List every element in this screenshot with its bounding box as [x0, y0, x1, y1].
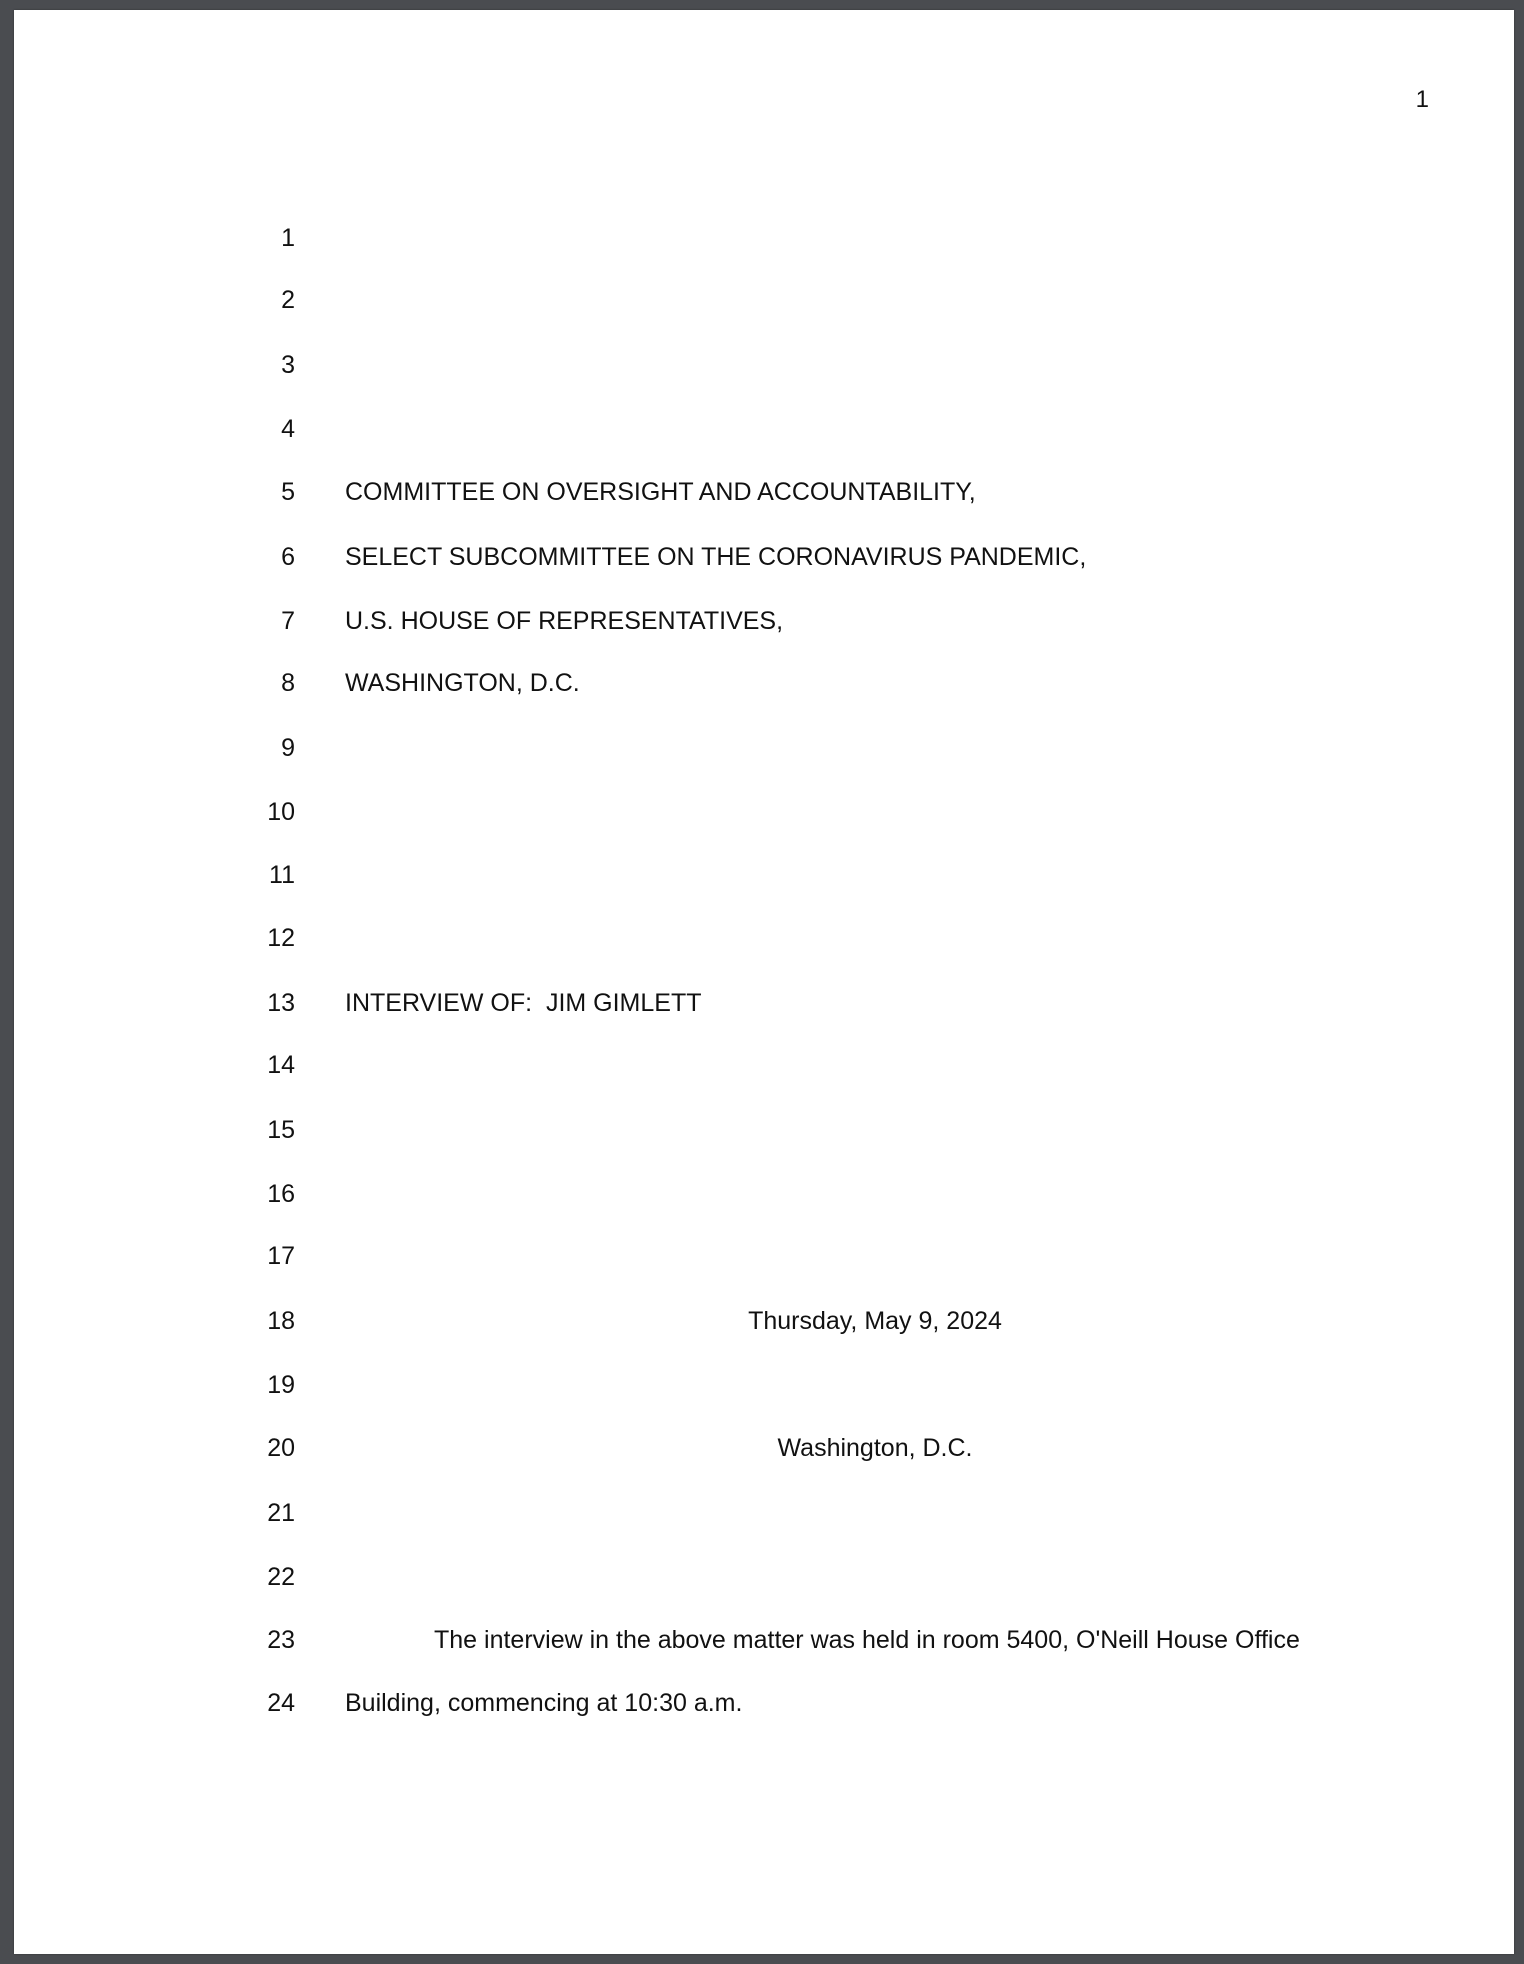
transcript-line: [14, 1428, 1514, 1468]
line-number: 15: [267, 1116, 295, 1144]
line-number: 19: [267, 1371, 295, 1399]
transcript-line: [14, 1110, 1514, 1150]
interview-description: The interview in the above matter was held in room 5400, O'Neill House Office: [434, 1626, 1300, 1654]
line-number: 23: [267, 1626, 295, 1654]
transcript-line: [14, 728, 1514, 768]
line-number: 13: [267, 989, 295, 1017]
transcript-line: [14, 1174, 1514, 1214]
line-number: 7: [281, 607, 295, 635]
transcript-line: [14, 1236, 1514, 1276]
line-number: 18: [267, 1307, 295, 1335]
transcript-line: [14, 663, 1514, 703]
line-number: 22: [267, 1563, 295, 1591]
line-number: 4: [281, 415, 295, 443]
transcript-line: [14, 792, 1514, 832]
transcript-line: [14, 983, 1514, 1023]
interview-description-continued: Building, commencing at 10:30 a.m.: [345, 1689, 743, 1717]
transcript-line: [14, 1557, 1514, 1597]
line-number: 12: [267, 924, 295, 952]
transcript-line: [14, 1493, 1514, 1533]
transcript-line: [14, 1683, 1514, 1723]
transcript-line: [14, 1045, 1514, 1085]
line-number: 6: [281, 543, 295, 571]
transcript-line: [14, 1301, 1514, 1341]
transcript-line: [14, 601, 1514, 641]
line-number: 14: [267, 1051, 295, 1079]
interview-date: Thursday, May 9, 2024: [748, 1307, 1002, 1335]
transcript-line: [14, 472, 1514, 512]
transcript-line: [14, 280, 1514, 320]
location-header: WASHINGTON, D.C.: [345, 669, 580, 697]
house-name: U.S. HOUSE OF REPRESENTATIVES,: [345, 607, 784, 635]
transcript-line: [14, 1365, 1514, 1405]
line-number: 5: [281, 478, 295, 506]
line-number: 10: [267, 798, 295, 826]
transcript-line: [14, 855, 1514, 895]
line-number: 3: [281, 351, 295, 379]
line-number: 20: [267, 1434, 295, 1462]
subcommittee-name: SELECT SUBCOMMITTEE ON THE CORONAVIRUS PANDEMIC,: [345, 543, 1087, 571]
line-number: 16: [267, 1180, 295, 1208]
line-number: 21: [267, 1499, 295, 1527]
line-number: 1: [281, 224, 295, 252]
transcript-line: [14, 409, 1514, 449]
line-number: 24: [267, 1689, 295, 1717]
line-number: 9: [281, 734, 295, 762]
page-number: 1: [1415, 86, 1429, 113]
transcript-line: [14, 918, 1514, 958]
transcript-line: [14, 1620, 1514, 1660]
line-number: 11: [269, 861, 295, 889]
interview-location: Washington, D.C.: [777, 1434, 973, 1462]
line-number: 17: [267, 1242, 295, 1270]
line-number: 2: [281, 286, 295, 314]
committee-name: COMMITTEE ON OVERSIGHT AND ACCOUNTABILITY,: [345, 478, 976, 506]
transcript-line: [14, 537, 1514, 577]
document-page: [14, 10, 1514, 1954]
transcript-line: [14, 345, 1514, 385]
line-number: 8: [281, 669, 295, 697]
interviewee-line: INTERVIEW OF: JIM GIMLETT: [345, 989, 702, 1017]
transcript-line: [14, 218, 1514, 258]
